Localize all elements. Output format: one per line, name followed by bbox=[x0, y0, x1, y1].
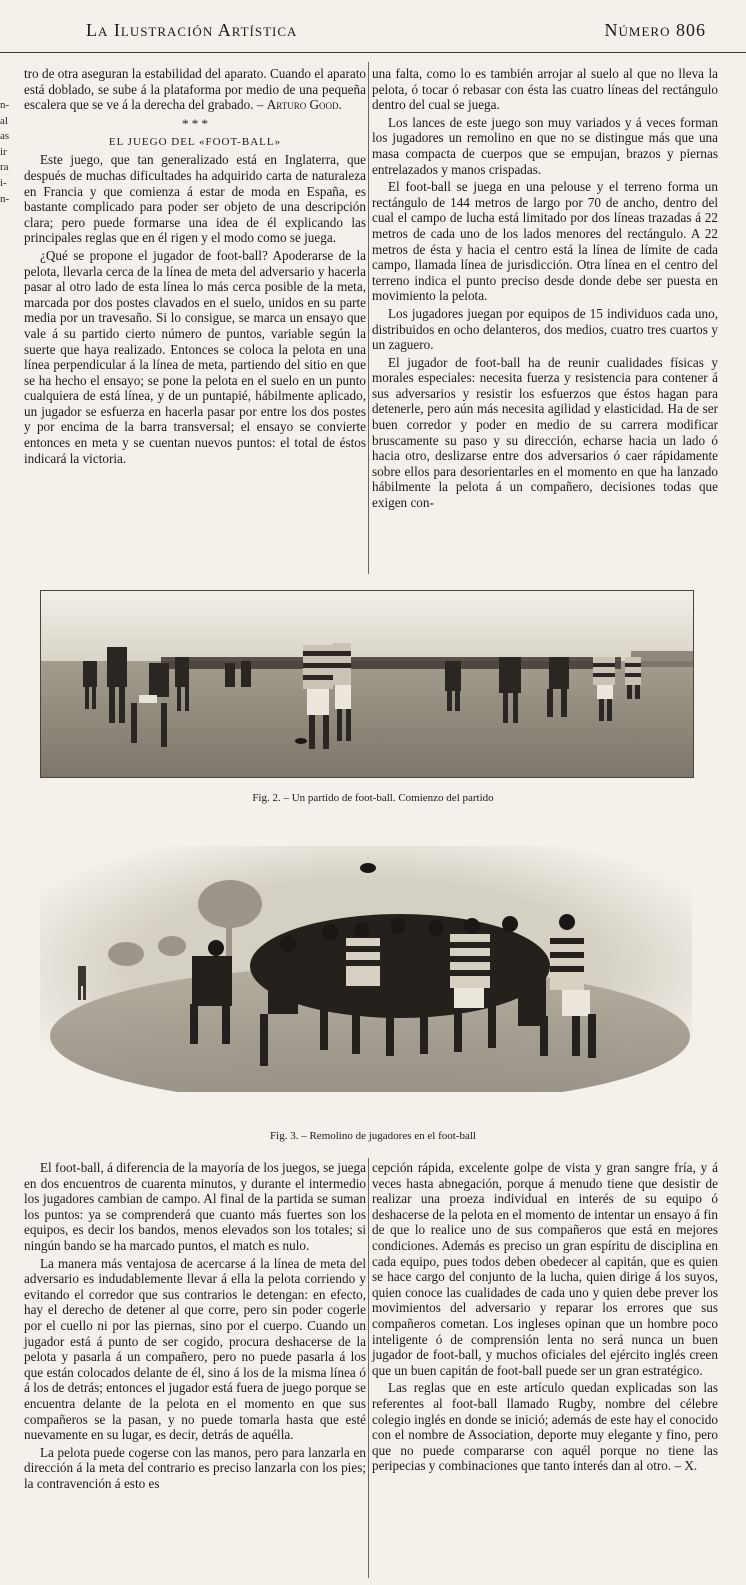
match-start-illustration bbox=[41, 591, 693, 777]
paragraph: El foot-ball se juega en una pelouse y el terreno forma un rectángulo de 144 metros de largo por 70 de ancho, dentro del cual el campo de lucha está limitado por dos líneas trazadas á 22 metros de cada uno de los lados menores del rectángulo. A 22 metros de ésta y hacia el centro está la línea de límite de cada campo, llamada línea de jurisdicción. Otra línea en el centro del terreno indica el punto preciso desde donde debe ser puesta en movimiento la pelota. bbox=[372, 179, 718, 304]
paragraph: Este juego, que tan generalizado está en Inglaterra, que después de muchas dificultades ha adquirido carta de naturaleza en Francia y que comienza á estar de moda en España, es bastante complicado para poder ser objeto de una descripción clara; pero puede formarse una idea de él explicando las principales reglas que en él rigen y el modo como se juega. bbox=[24, 152, 366, 246]
paragraph: Las reglas que en este artículo quedan explicadas son las referentes al foot-ball llamado Rugby, nombre del célebre colegio inglés en donde se inició; además de este hay el conocido con el nombre de Association, deporte muy elegante y fino, pero que no puede compararse con aquél porque no tiene las peripecias y combinaciones que tanto interés dan al otro. – X. bbox=[372, 1380, 718, 1474]
right-column-bottom bbox=[372, 1160, 718, 1476]
section-title: EL JUEGO DEL «FOOT-BALL» bbox=[108, 135, 282, 148]
paragraph: una falta, como lo es también arrojar al suelo al que no lleva la pelota, ó tocar ó rebasar con ésta las cuatro líneas del rectángulo dentro del cual se juega. bbox=[372, 66, 718, 113]
paragraph: cepción rápida, excelente golpe de vista y gran sangre fría, y á veces hasta abnegación, porque á menudo tiene que desistir de realizar una proeza individual en interés de su equipo ó deshacerse de la pelota en el momento de intentar un ensayo á fin de que lo realice uno de sus compañeros que está en mejores condiciones. Además es preciso un gran espíritu de disciplina en cada equipo, pues todos deben obedecer al capitán, que es quien se hace cargo del conjunto de la lucha, quien dirige á los suyos, quien conoce las cualidades de cada uno y quien debe prever los movimientos del adversario y reparar los errores que sus compañeros cometan. Los ingleses opinan que un hombre poco inteligente ó de comprensión lenta no será nunca un buen jugador de foot-ball, y muchos oficiales del ejército inglés creen que un buen capitán de foot-ball puede ser un gran estratégico. bbox=[372, 1160, 718, 1378]
figure-3-caption: Fig. 3. – Remolino de jugadores en el foot-ball bbox=[270, 1130, 476, 1142]
paragraph: Los jugadores juegan por equipos de 15 individuos cada uno, distribuidos en ocho delanteros, dos medios, cuatro tres cuartos y un zaguero. bbox=[372, 305, 718, 353]
paragraph: El jugador de foot-ball ha de reunir cualidades físicas y morales especiales: necesita fuerza y resistencia para contener á sus adversarios y resistir los esfuerzos que éstos hagan para detenerle, pero aún más necesita agilidad y elasticidad. Ha de ser buen corredor y poder en medio de su carrera modificar bruscamente su paso y su dirección, echarse hacia un lado ó hacia otro, deslizarse entre dos adversarios ó caer rápidamente sobre ellos para desorientarles en el momento en que ha lanzado hábilmente la pelota á un compañero, decisiones todas que exigen con- bbox=[372, 354, 718, 511]
publication-title: La Ilustración Artística bbox=[86, 20, 298, 40]
left-column-top bbox=[24, 66, 366, 468]
margin-line: ra bbox=[0, 161, 9, 174]
right-column-top bbox=[372, 66, 718, 513]
figure-2-caption: Fig. 2. – Un partido de foot-ball. Comienzo del partido bbox=[252, 792, 494, 804]
margin-line: n- bbox=[0, 192, 10, 205]
paragraph: La manera más ventajosa de acercarse á la línea de meta del adversario es indudablemente llevar á ella la pelota corriendo y evitando el corredor que sus contrarios le detengan: en efecto, hay el derecho de detener al que corre, pero sin poder cogerle por el cuello ni por las piernas, sino por el cuerpo. Cuando un jugador está á punto de ser cogido, procura deshacerse de la pelota y pasarla á un compañero, pero no puede pasarla á los que están colocados delante de él, sino á los de la misma línea ó á los de detrás; entonces el jugador está fuera de juego porque se encuentra delante de la pelota en el momento en que sus compañeros se la pasan, y no puede tomarla hasta que esté nuevamente en su lugar, es decir, detrás de aquélla. bbox=[24, 1255, 366, 1443]
margin-fragment bbox=[0, 98, 10, 207]
column-rule-top bbox=[368, 62, 369, 574]
margin-line: ir bbox=[0, 145, 7, 158]
margin-line: as bbox=[0, 130, 10, 143]
margin-line: i- bbox=[0, 176, 7, 189]
paragraph: El foot-ball, á diferencia de la mayoría de los juegos, se juega en dos encuentros de cuarenta minutos, y durante el intermedio los jugadores cambian de campo. Al final de la partida se suman los puntos: ya se comprenderá que cuanto más fuertes son los equipos, es decir los bandos, menos elevados son los totales; si ningún bando se ha marcado puntos, el match es nulo. bbox=[24, 1160, 366, 1253]
margin-line: n- bbox=[0, 99, 10, 111]
issue-number: Número 806 bbox=[604, 20, 706, 40]
asterism: * * * bbox=[182, 115, 208, 131]
paragraph: ¿Qué se propone el jugador de foot-ball? Apoderarse de la pelota, llevarla cerca de la línea de meta del adversario y hacerla pasar al otro lado de esta línea lo más cerca posible de la meta, marcada por dos postes clavados en el suelo, unidos en su parte media por un travesaño. Si lo consigue, se marca un ensayo que vale á su partido cierto número de puntos, variable según la suerte que haya realizado. Entonces se coloca la pelota en una línea perpendicular á la línea de meta, partiendo del sitio en que se ha hecho el ensayo; se pone la pelota en el suelo en un punto cualquiera de está línea, y de un puntapié, hábilmente aplicado, un jugador se esfuerza en hacerla pasar por entre los dos postes y por encima de la barra transversal; el ensayo se convierte entonces en meta y se cuentan nuevos puntos: el total de éstos indicará la victoria. bbox=[24, 247, 366, 466]
page-header bbox=[0, 0, 746, 53]
paragraph: tro de otra aseguran la estabilidad del aparato. Cuando el aparato está doblado, se sube á la plataforma por medio de una pequeña escalera que se ve á la derecha del grabado. – Arturo Good. bbox=[24, 66, 366, 113]
column-rule-bottom bbox=[368, 1158, 369, 1578]
figure-2-engraving bbox=[40, 590, 694, 778]
paragraph: La pelota puede cogerse con las manos, pero para lanzarla en dirección á la meta del contrario es preciso lanzarla con los pies; la contravención á esto es bbox=[24, 1444, 366, 1491]
scrum-illustration bbox=[40, 846, 692, 1092]
author-signature: Arturo Good. bbox=[266, 97, 342, 113]
paragraph: Los lances de este juego son muy variados y á veces forman los jugadores un remolino en que no se distingue más que una masa compacta de cuerpos que se empujan, brazos y piernas entrelazados y manos crispadas. bbox=[372, 114, 718, 177]
figure-3-engraving bbox=[40, 846, 692, 1092]
margin-line: al bbox=[0, 114, 8, 127]
left-column-bottom bbox=[24, 1160, 366, 1493]
